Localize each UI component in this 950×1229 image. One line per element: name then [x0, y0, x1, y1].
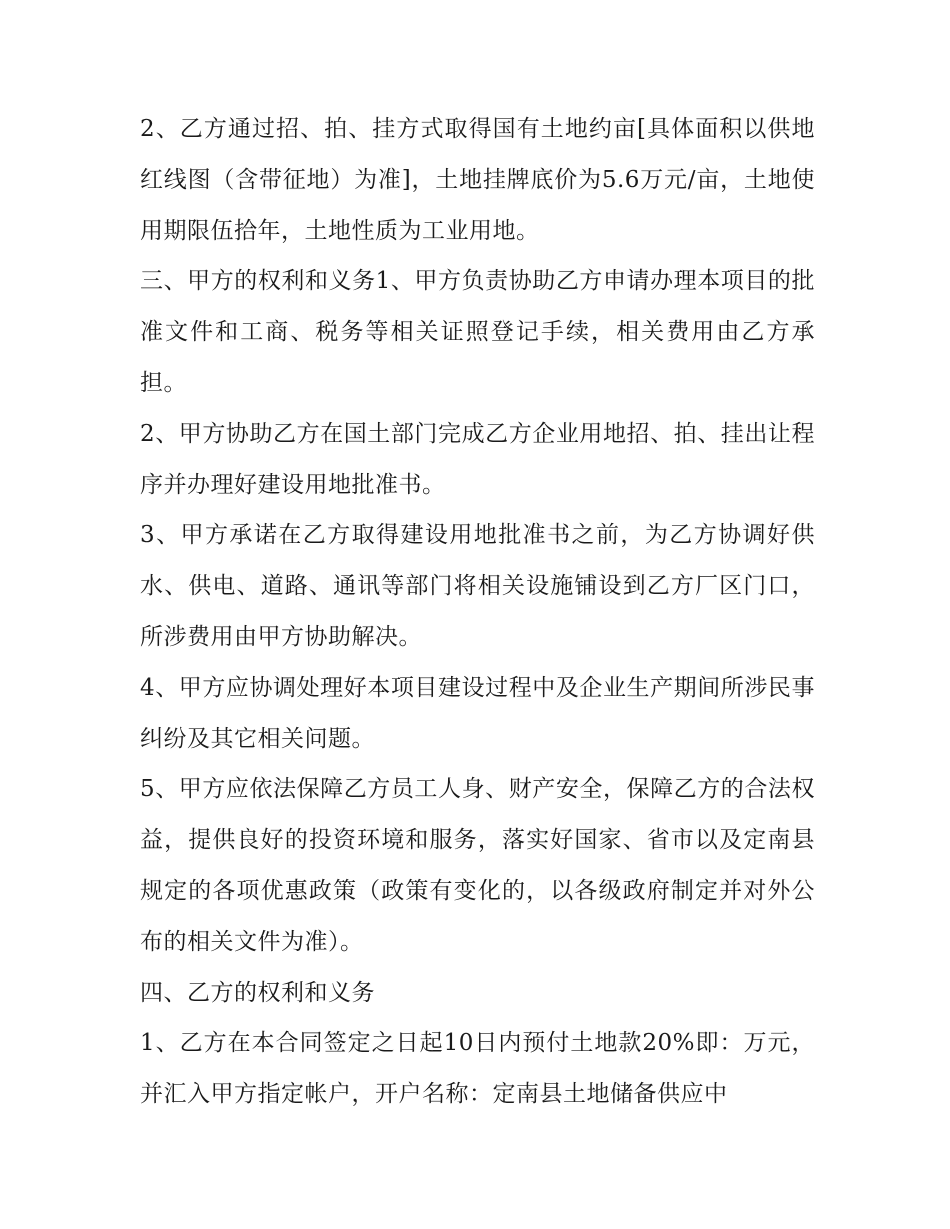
paragraph-party-a-rights-2: 2、甲方协助乙方在国土部门完成乙方企业用地招、拍、挂出让程序并办理好建设用地批准书。 [140, 420, 815, 498]
section-heading-party-b: 四、乙方的权利和义务 [140, 979, 375, 1006]
paragraph-party-a-rights-3: 3、甲方承诺在乙方取得建设用地批准书之前，为乙方协调好供水、供电、道路、通讯等部门将相关设施铺设到乙方厂区门口，所涉费用由甲方协助解决。 [140, 522, 815, 650]
paragraph-party-a-rights-4: 4、甲方应协调处理好本项目建设过程中及企业生产期间所涉民事纠纷及其它相关问题。 [140, 674, 815, 752]
document-body [140, 104, 815, 1120]
paragraph-land-acquisition: 2、乙方通过招、拍、挂方式取得国有土地约亩[具体面积以供地红线图（含带征地）为准]，土地挂牌底价为5.6万元/亩，土地使用期限伍拾年，土地性质为工业用地。 [140, 116, 815, 244]
paragraph-party-a-rights-1: 三、甲方的权利和义务1、甲方负责协助乙方申请办理本项目的批准文件和工商、税务等相关证照登记手续，相关费用由乙方承担。 [140, 268, 815, 396]
paragraph-party-b-rights-1: 1、乙方在本合同签定之日起10日内预付土地款20%即：万元，并汇入甲方指定帐户，开户名称：定南县土地储备供应中 [140, 1030, 815, 1108]
paragraph-party-a-rights-5: 5、甲方应依法保障乙方员工人身、财产安全，保障乙方的合法权益，提供良好的投资环境和服务，落实好国家、省市以及定南县规定的各项优惠政策（政策有变化的，以各级政府制定并对外公布的相关文件为准）。 [140, 776, 815, 955]
